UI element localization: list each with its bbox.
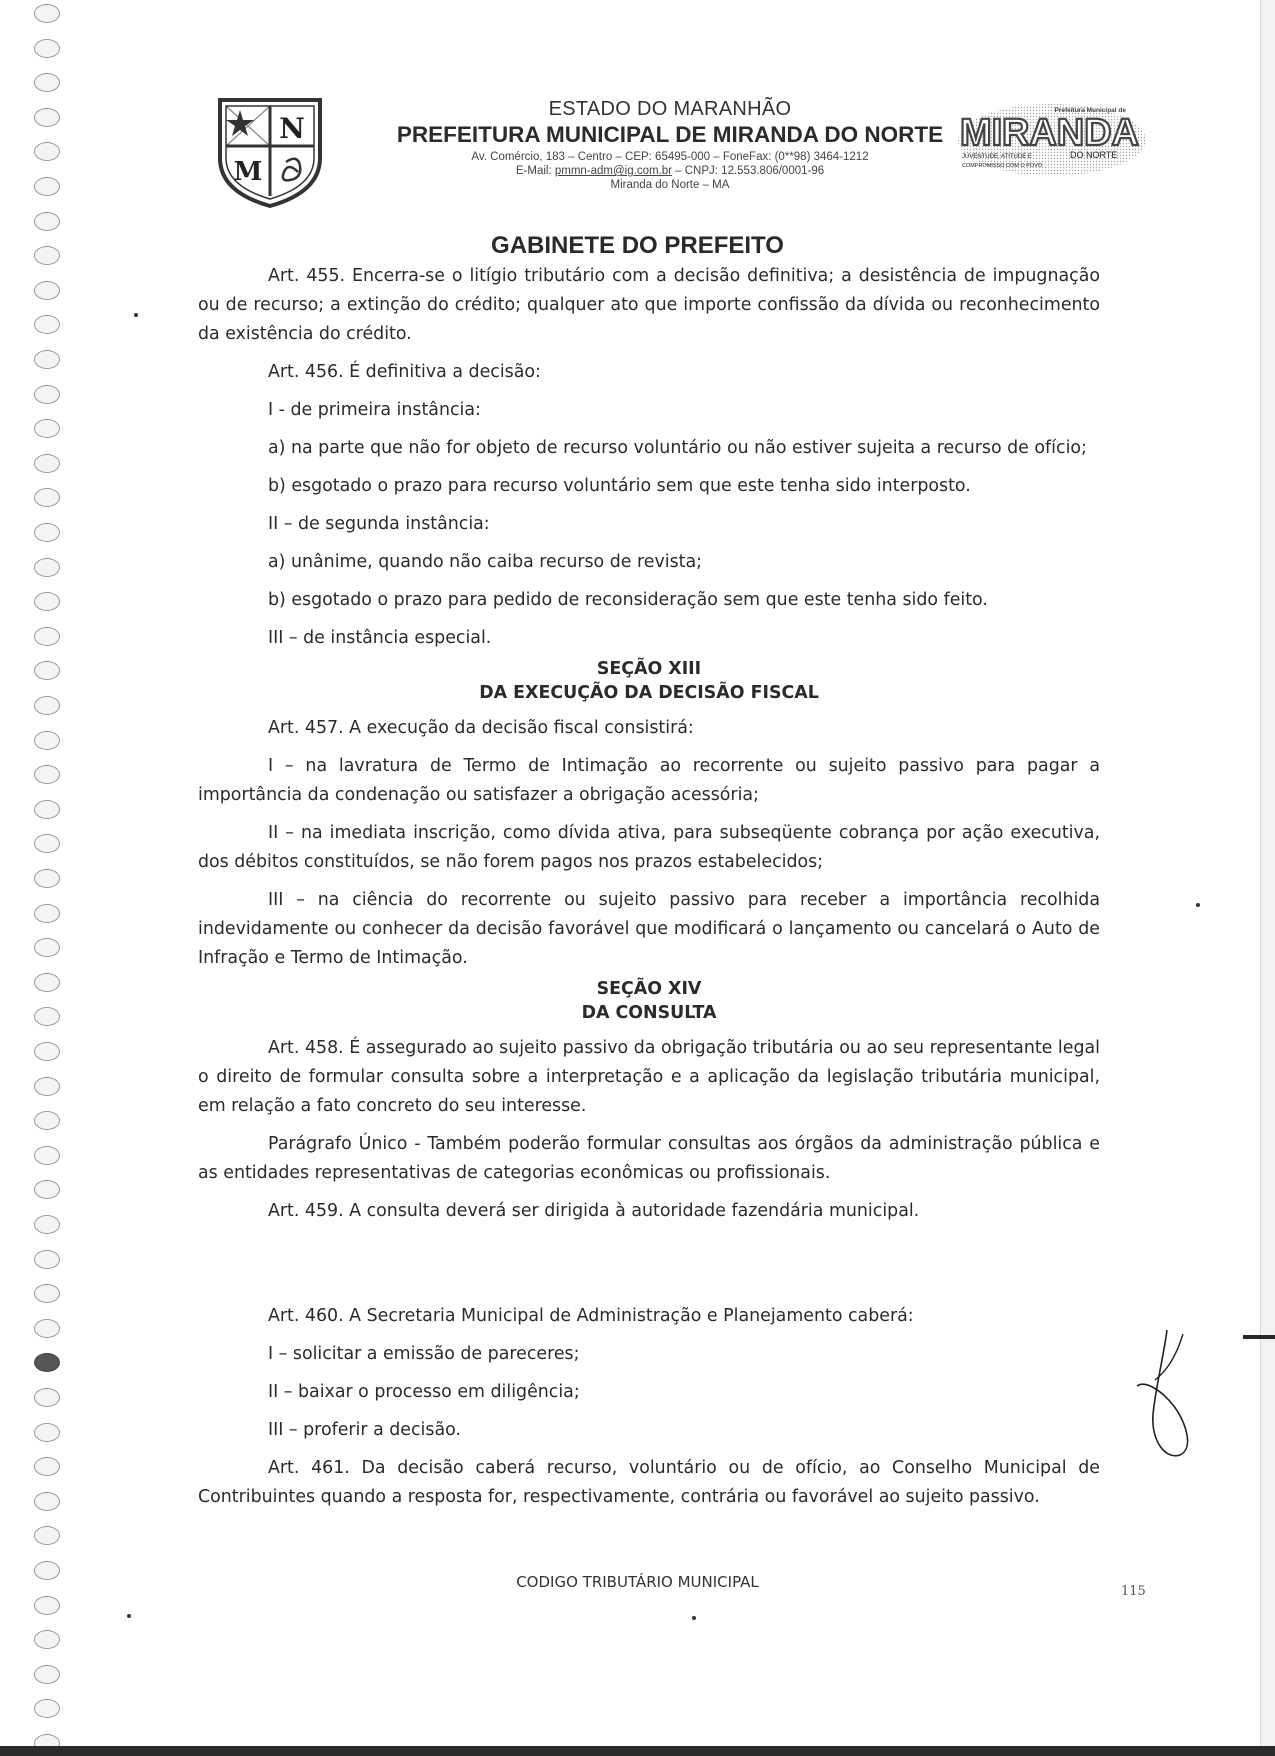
- binder-hole: [34, 281, 60, 300]
- page-number: 115: [1121, 1584, 1146, 1599]
- city-line: Miranda do Norte – MA: [610, 179, 730, 191]
- binder-hole: [34, 1665, 60, 1684]
- item-i-b: b) esgotado o prazo para recurso voluntário sem que este tenha sido interposto.: [268, 476, 971, 496]
- article-455: Art. 455. Encerra-se o litígio tributário com a decisão definitiva; a desistência de impugnação ou de recurso; a extinção do crédito; qualquer ato que importe confissão da dívida ou reconhecimento da existência do crédito.: [198, 266, 1100, 344]
- item-ii: II – de segunda instância:: [268, 514, 490, 534]
- binder-hole: [34, 1180, 60, 1199]
- binder-hole: [34, 1492, 60, 1511]
- logo-sub3: COMPROMISSO COM O POVO: [962, 163, 1043, 169]
- binder-hole: [34, 1250, 60, 1269]
- letterhead: [200, 94, 1140, 214]
- binder-hole: [34, 1526, 60, 1545]
- article-460: Art. 460. A Secretaria Municipal de Administração e Planejamento caberá:: [268, 1306, 914, 1326]
- binder-hole: [34, 592, 60, 611]
- binder-hole: [34, 1215, 60, 1234]
- binder-hole: [34, 177, 60, 196]
- binder-hole: [34, 488, 60, 507]
- letterhead-text: [350, 98, 990, 192]
- binder-hole: [34, 800, 60, 819]
- binder-hole: [34, 419, 60, 438]
- section-xiii-heading: SEÇÃO XIII: [596, 659, 702, 679]
- state-name: ESTADO DO MARANHÃO: [548, 98, 792, 120]
- item-i-a: a) na parte que não for objeto de recurso voluntário ou não estiver sujeita a recurso de ofício;: [268, 438, 1087, 458]
- binder-hole: [34, 212, 60, 231]
- binder-hole: [34, 973, 60, 992]
- logo-sub2: DO NORTE: [1070, 150, 1118, 160]
- section-xiv-heading: SEÇÃO XIV: [596, 979, 702, 999]
- binder-hole: [34, 938, 60, 957]
- binder-hole: [34, 1596, 60, 1615]
- binder-hole: [34, 73, 60, 92]
- scan-speck: [134, 313, 138, 317]
- article-459: Art. 459. A consulta deverá ser dirigida à autoridade fazendária municipal.: [268, 1201, 920, 1221]
- binder-hole: [34, 627, 60, 646]
- scan-speck: [127, 1614, 131, 1618]
- item-ii-b: b) esgotado o prazo para pedido de reconsideração sem que este tenha sido feito.: [268, 590, 988, 610]
- binder-hole: [34, 904, 60, 923]
- binder-hole: [34, 1388, 60, 1407]
- prefeitura-name: PREFEITURA MUNICIPAL DE MIRANDA DO NORTE: [396, 122, 944, 147]
- binder-hole: [34, 696, 60, 715]
- binder-hole: [34, 454, 60, 473]
- binder-hole: [34, 869, 60, 888]
- binder-hole: [34, 142, 60, 161]
- binder-holes: [34, 0, 64, 1756]
- binder-hole: [34, 1111, 60, 1130]
- section-xiii-title: DA EXECUÇÃO DA DECISÃO FISCAL: [479, 683, 819, 703]
- contact-line: [350, 164, 990, 178]
- binder-hole: [34, 385, 60, 404]
- edge-mark: [1243, 1335, 1275, 1339]
- binder-hole: [34, 1284, 60, 1303]
- scan-speck: [692, 1616, 696, 1620]
- handwritten-initial-signature: [1125, 1320, 1215, 1470]
- binder-hole: [34, 108, 60, 127]
- binder-hole: [34, 558, 60, 577]
- municipal-crest-logo: [216, 96, 324, 208]
- page-title: GABINETE DO PREFEITO: [491, 232, 784, 259]
- binder-hole: [34, 523, 60, 542]
- binder-hole: [34, 1353, 60, 1372]
- item-i: I - de primeira instância:: [268, 400, 481, 420]
- scan-border: [0, 1746, 1275, 1756]
- binder-hole: [34, 1007, 60, 1026]
- crest-letter-m: M: [233, 157, 263, 187]
- logo-sub1: JUVENTUDE, ATITUDE E: [962, 154, 1032, 160]
- execution-item-ii: II – na imediata inscrição, como dívida ativa, para subseqüente cobrança por ação executiva, dos débitos constituídos, se não forem pagos nos prazos estabelecidos;: [198, 823, 1100, 872]
- item-iii: III – de instância especial.: [268, 628, 492, 648]
- binder-hole: [34, 661, 60, 680]
- binder-hole: [34, 1146, 60, 1165]
- binder-hole: [34, 1699, 60, 1718]
- address-block: [350, 150, 990, 192]
- crest-letter-n: N: [279, 112, 305, 145]
- article-457: Art. 457. A execução da decisão fiscal consistirá:: [268, 718, 694, 738]
- page-edge: [1260, 0, 1275, 1756]
- section-xiv-title: DA CONSULTA: [581, 1003, 717, 1023]
- logo-small-text: Prefeitura Municipal de: [1054, 107, 1126, 114]
- document-body: [198, 262, 1100, 1512]
- address-line: Av. Comércio, 183 – Centro – CEP: 65495-000 – FoneFax: (0**98) 3464-1212: [471, 151, 869, 163]
- binder-hole: [34, 350, 60, 369]
- binder-hole: [34, 834, 60, 853]
- consult-item-iii: III – proferir a decisão.: [268, 1420, 461, 1440]
- sole-paragraph: Parágrafo Único - Também poderão formular consultas aos órgãos da administração pública e as entidades representativas de categorias econômicas ou profissionais.: [198, 1134, 1100, 1183]
- binder-hole: [34, 731, 60, 750]
- binder-hole: [34, 1457, 60, 1476]
- consult-item-ii: II – baixar o processo em diligência;: [268, 1382, 580, 1402]
- binder-hole: [34, 1042, 60, 1061]
- footer-title: CODIGO TRIBUTÁRIO MUNICIPAL: [516, 1573, 759, 1591]
- article-461: Art. 461. Da decisão caberá recurso, voluntário ou de ofício, ao Conselho Municipal de Contribuintes quando a resposta for, respectivamente, contrária ou favorável ao sujeito passivo.: [198, 1458, 1100, 1507]
- binder-hole: [34, 39, 60, 58]
- email-link[interactable]: pmmn-adm@ig.com.br: [554, 165, 672, 177]
- execution-item-iii: III – na ciência do recorrente ou sujeito passivo para receber a importância recolhida indevidamente ou conhecer da decisão favorável que modificará o lançamento ou cancelará o Auto de Infração e Termo de Intimação.: [198, 890, 1100, 968]
- logo-word: MIRANDA: [960, 112, 1140, 154]
- binder-hole: [34, 1319, 60, 1338]
- binder-hole: [34, 1423, 60, 1442]
- binder-hole: [34, 765, 60, 784]
- miranda-logo: [948, 88, 1148, 188]
- email-label: E-Mail:: [515, 165, 555, 177]
- article-456: Art. 456. É definitiva a decisão:: [268, 362, 541, 382]
- execution-item-i: I – na lavratura de Termo de Intimação ao recorrente ou sujeito passivo para pagar a importância da condenação ou satisfazer a obrigação acessória;: [198, 756, 1100, 805]
- item-ii-a: a) unânime, quando não caiba recurso de revista;: [268, 552, 702, 572]
- binder-hole: [34, 1630, 60, 1649]
- consult-item-i: I – solicitar a emissão de pareceres;: [268, 1344, 580, 1364]
- scan-speck: [1196, 903, 1200, 907]
- binder-hole: [34, 4, 60, 23]
- binder-hole: [34, 1077, 60, 1096]
- article-458: Art. 458. É assegurado ao sujeito passivo da obrigação tributária ou ao seu representante legal o direito de formular consulta sobre a interpretação e a aplicação da legislação tributária municipal, em relação a fato concreto do seu interesse.: [198, 1038, 1100, 1116]
- cnpj-text: – CNPJ: 12.553.806/0001-96: [671, 165, 825, 177]
- binder-hole: [34, 315, 60, 334]
